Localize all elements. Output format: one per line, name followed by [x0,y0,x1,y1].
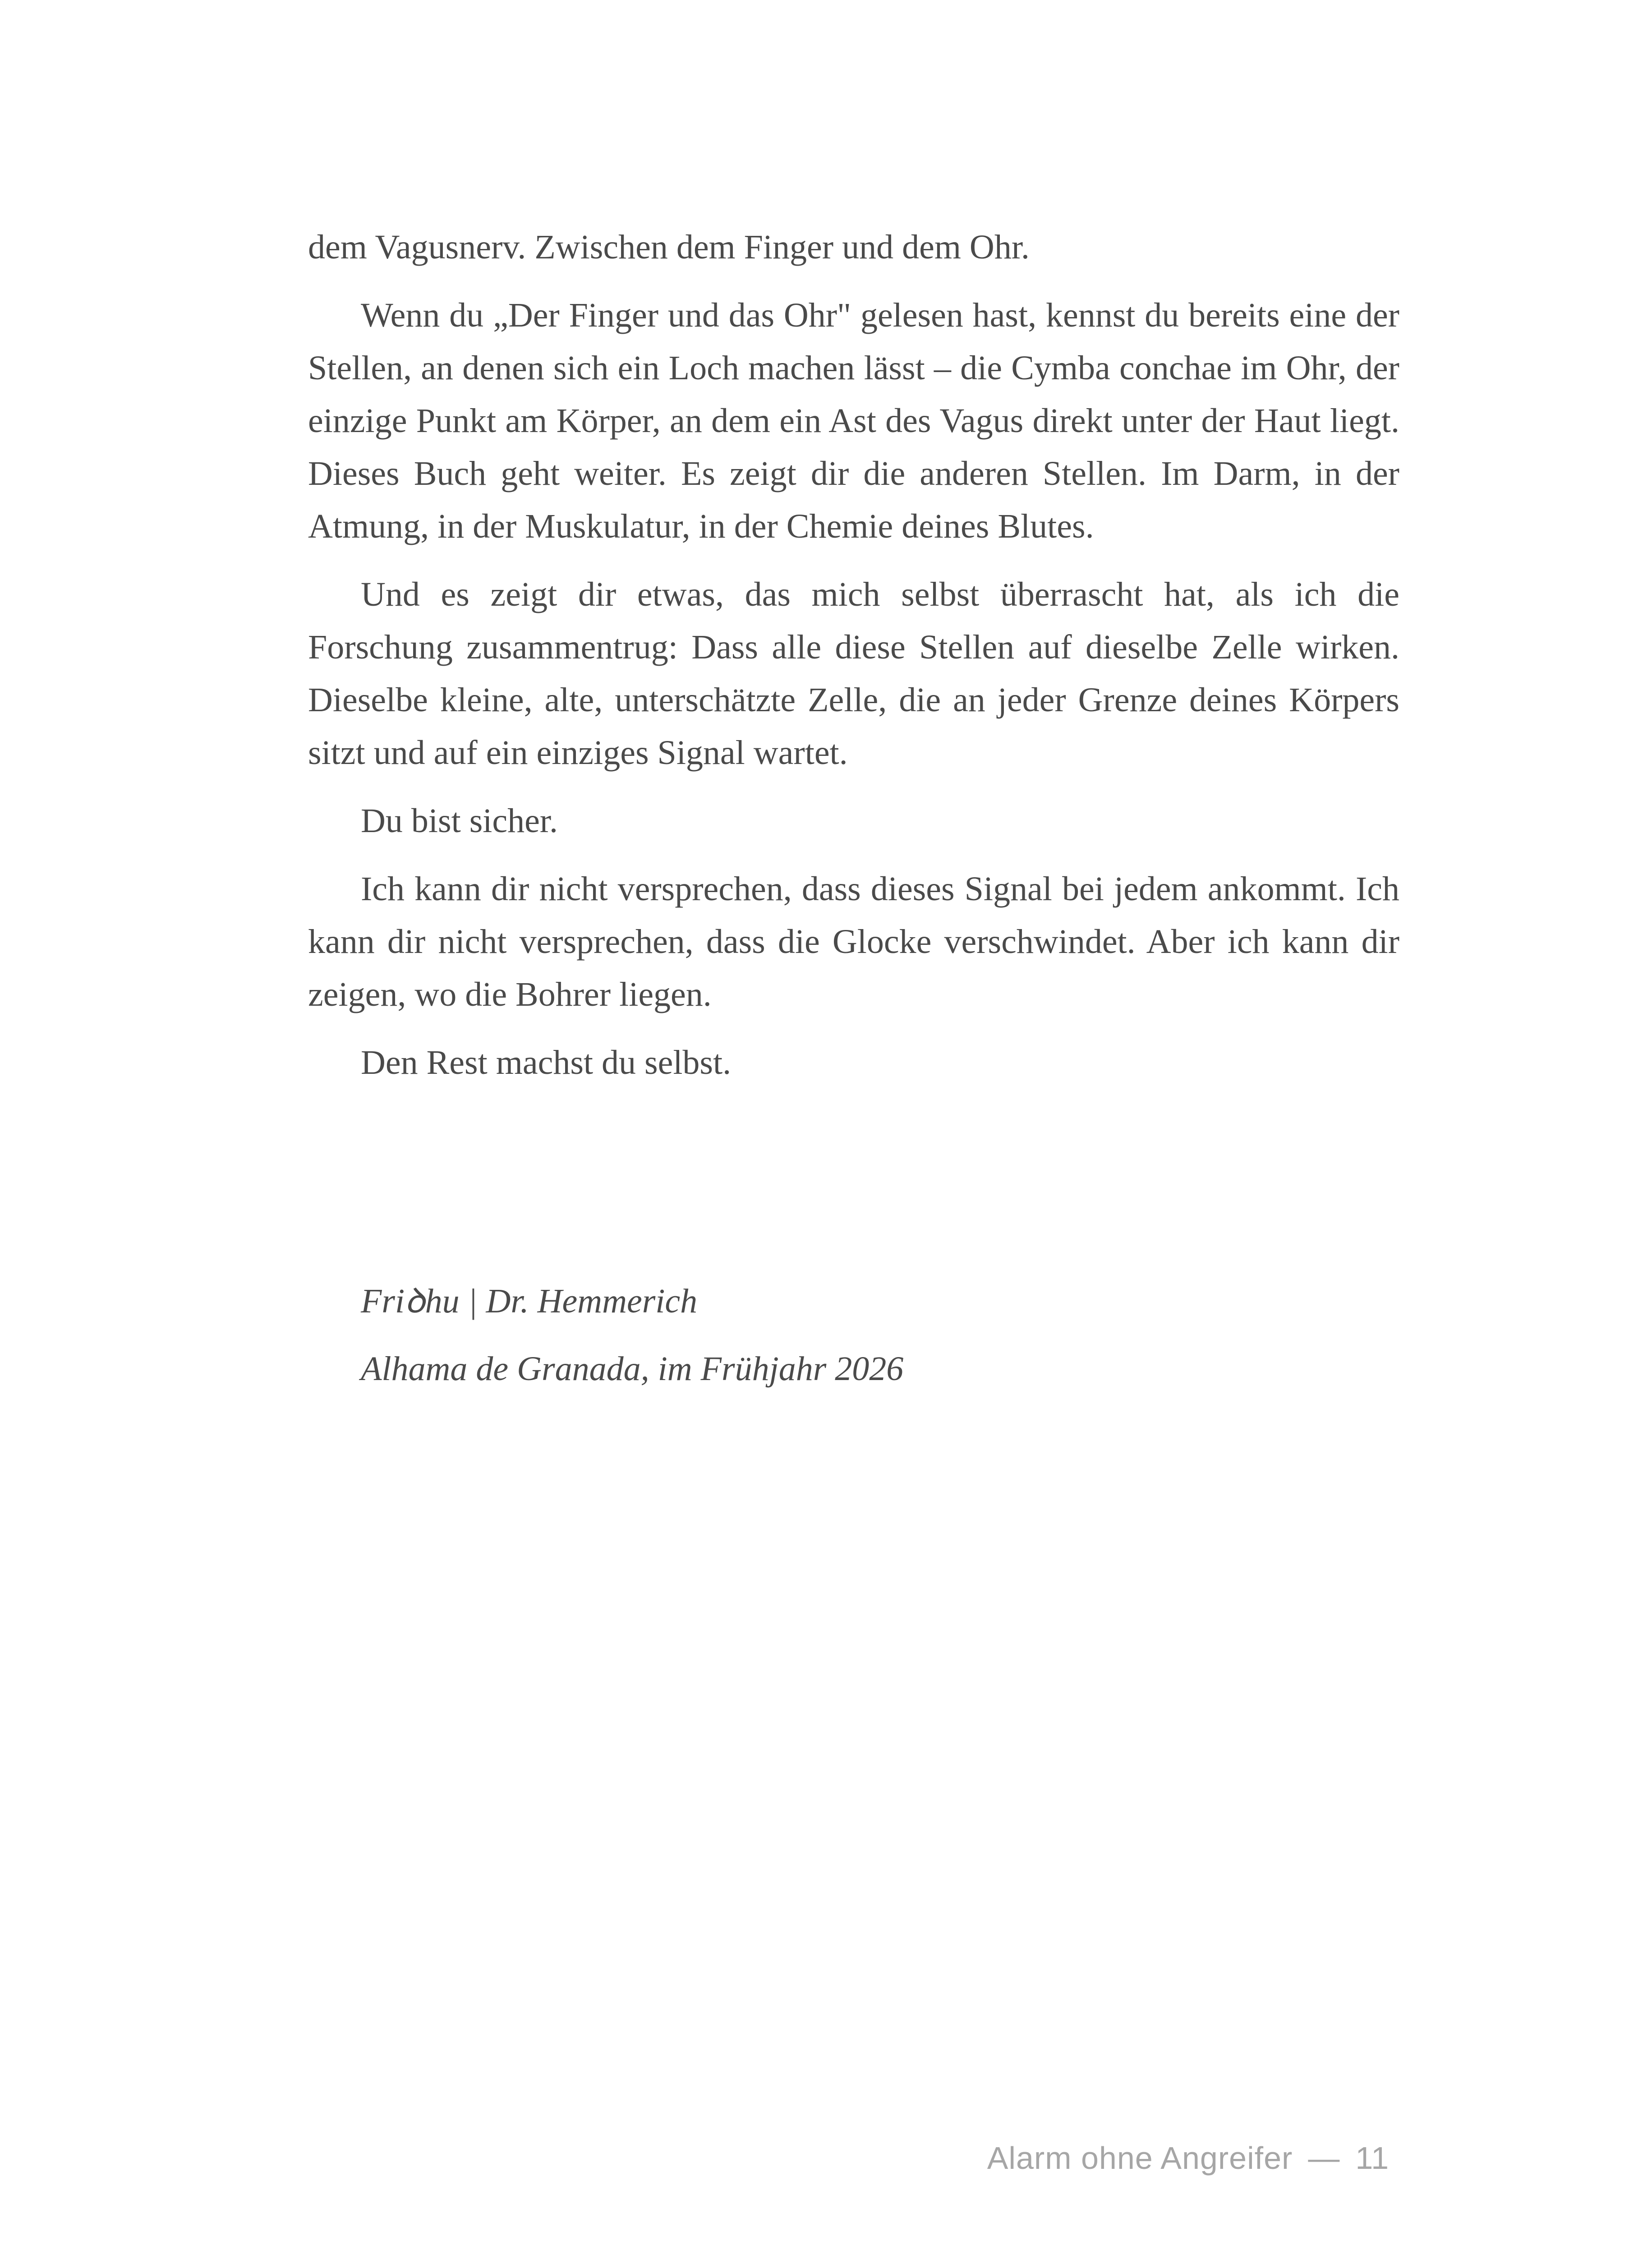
paragraph-continuation: dem Vagusnerv. Zwischen dem Finger und dem Ohr. [308,228,1030,266]
footer-separator: — [1308,2140,1340,2176]
signature-block [361,1267,903,1403]
signature-place-date: Alhama de Granada, im Frühjahr 2026 [361,1350,904,1388]
paragraph-den-rest: Den Rest machst du selbst. [361,1044,732,1081]
page-footer [987,2135,1389,2181]
footer-book-title: Alarm ohne Angreifer [987,2140,1293,2176]
signature-author: Friꝺhu | Dr. Hemmerich [361,1282,698,1320]
paragraph-finger-ohr: Wenn du „Der Finger und das Ohr" gelesen hast, kennst du bereits eine der Stellen, an denen sich ein Loch machen lässt – die Cymba conchae im Ohr, der einzige Punkt am Körper, an dem ein Ast des Vagus direkt unter der Haut liegt. Dieses Buch geht weiter. Es zeigt dir die anderen Stellen. Im Darm, in der Atmung, in der Muskulatur, in der Chemie deines Blutes. [308,296,1399,545]
page-number: 11 [1355,2140,1389,2176]
paragraph-zelle: Und es zeigt dir etwas, das mich selbst überrascht hat, als ich die Forschung zusammentrug: Dass alle diese Stellen auf dieselbe Zelle wirken. Dieselbe kleine, alte, unterschätzte Zelle, die an jeder Grenze deines Körpers sitzt und auf ein einziges Signal wartet. [308,575,1399,772]
paragraph-versprechen: Ich kann dir nicht versprechen, dass dieses Signal bei jedem ankommt. Ich kann dir nicht versprechen, dass die Glocke verschwindet. Aber ich kann dir zeigen, wo die Bohrer liegen. [308,870,1399,1013]
paragraph-du-bist-sicher: Du bist sicher. [361,802,558,840]
body-text [308,221,1399,1104]
